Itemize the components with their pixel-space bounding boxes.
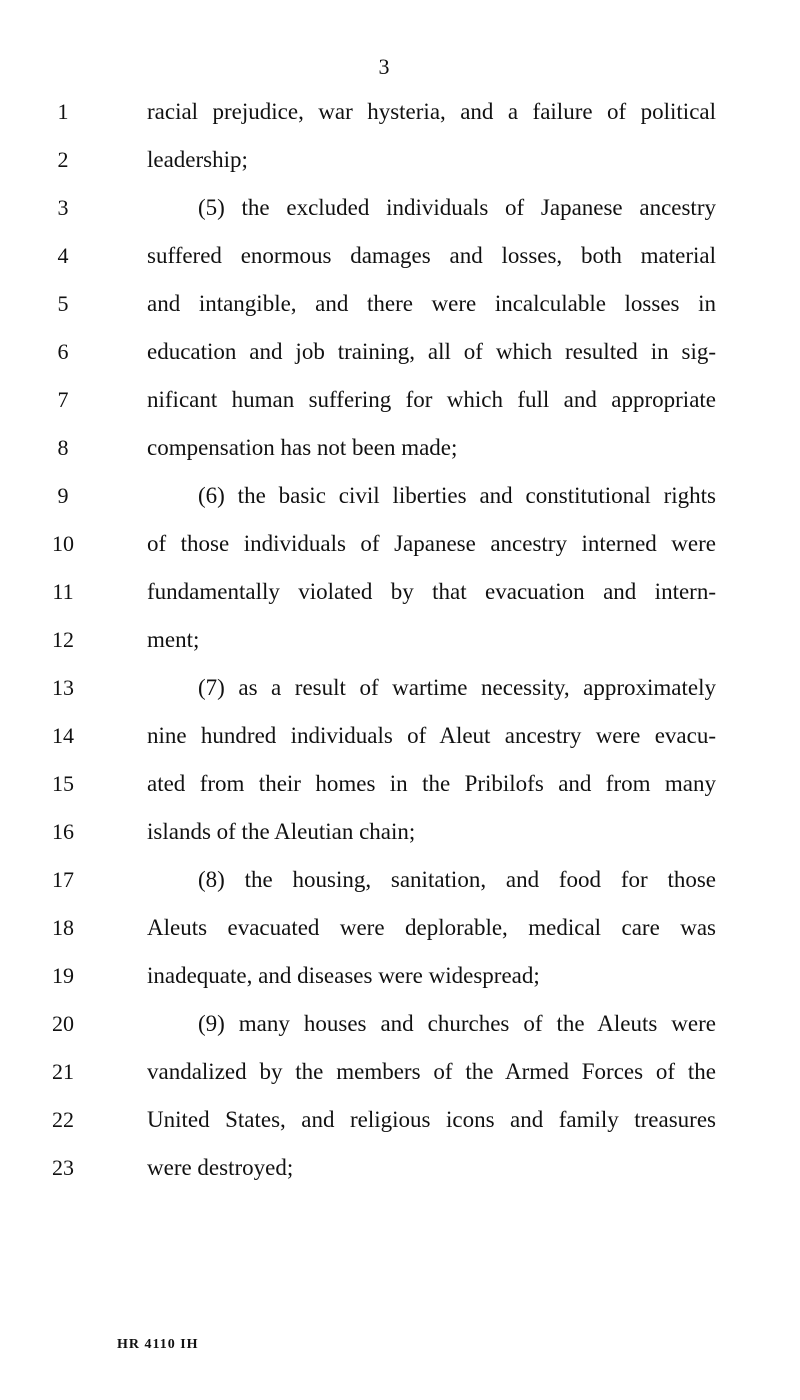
line-number: 16 — [52, 819, 74, 844]
line-number: 2 — [57, 147, 69, 172]
bill-text-lines — [0, 88, 800, 1192]
text-line — [0, 616, 800, 664]
line-text: nine hundred individuals of Aleut ancestry were evacu- — [147, 723, 716, 748]
text-line — [0, 280, 800, 328]
text-line — [0, 184, 800, 232]
line-text: (9) many houses and churches of the Aleuts were — [198, 1011, 716, 1036]
line-text: (6) the basic civil liberties and constitutional rights — [198, 483, 716, 508]
text-line — [0, 424, 800, 472]
line-text: islands of the Aleutian chain; — [147, 819, 416, 844]
text-line — [0, 1048, 800, 1096]
text-line — [0, 520, 800, 568]
line-text: United States, and religious icons and family treasures — [147, 1107, 716, 1132]
text-line — [0, 472, 800, 520]
line-number: 11 — [52, 579, 74, 604]
text-line — [0, 568, 800, 616]
line-number: 3 — [57, 195, 69, 220]
text-line — [0, 760, 800, 808]
line-number: 21 — [52, 1059, 74, 1084]
line-text: vandalized by the members of the Armed Forces of the — [147, 1059, 716, 1084]
line-text: (8) the housing, sanitation, and food for those — [198, 867, 716, 892]
line-number: 20 — [52, 1011, 74, 1036]
line-text: ated from their homes in the Pribilofs and from many — [147, 771, 716, 796]
line-number: 9 — [57, 483, 69, 508]
line-number: 6 — [57, 339, 69, 364]
text-line — [0, 712, 800, 760]
line-text: were destroyed; — [147, 1155, 294, 1180]
text-line — [0, 232, 800, 280]
line-text: racial prejudice, war hysteria, and a failure of political — [147, 99, 716, 124]
line-text: suffered enormous damages and losses, both material — [147, 243, 716, 268]
line-text: nificant human suffering for which full and appropriate — [147, 387, 716, 412]
line-number: 15 — [52, 771, 74, 796]
text-line — [0, 808, 800, 856]
line-number: 22 — [52, 1107, 74, 1132]
line-text: of those individuals of Japanese ancestry interned were — [147, 531, 716, 556]
line-number: 4 — [57, 243, 69, 268]
line-number: 13 — [52, 675, 74, 700]
line-text: compensation has not been made; — [147, 435, 458, 460]
line-number: 5 — [57, 291, 69, 316]
line-number: 17 — [52, 867, 74, 892]
line-number: 23 — [52, 1155, 74, 1180]
text-line — [0, 1000, 800, 1048]
line-text: education and job training, all of which resulted in sig- — [147, 339, 716, 364]
text-line — [0, 136, 800, 184]
line-text: Aleuts evacuated were deplorable, medical care was — [147, 915, 716, 940]
text-line — [0, 664, 800, 712]
line-number: 10 — [52, 531, 74, 556]
line-text: (7) as a result of wartime necessity, approximately — [198, 675, 716, 700]
text-line — [0, 952, 800, 1000]
line-text: ment; — [147, 627, 200, 652]
line-text: and intangible, and there were incalculable losses in — [147, 291, 716, 316]
line-text: fundamentally violated by that evacuation and intern- — [147, 579, 716, 604]
text-line — [0, 1096, 800, 1144]
line-text: (5) the excluded individuals of Japanese ancestry — [198, 195, 716, 220]
line-number: 7 — [57, 387, 69, 412]
line-number: 12 — [52, 627, 74, 652]
line-text: leadership; — [147, 147, 248, 172]
text-line — [0, 328, 800, 376]
line-number: 19 — [52, 963, 74, 988]
line-number: 14 — [52, 723, 74, 748]
bill-identifier-footer: HR 4110 IH — [117, 1337, 199, 1352]
line-number: 1 — [57, 99, 69, 124]
text-line — [0, 88, 800, 136]
text-line — [0, 904, 800, 952]
text-line — [0, 376, 800, 424]
text-line — [0, 1144, 800, 1192]
line-number: 18 — [52, 915, 74, 940]
page-number: 3 — [378, 54, 390, 79]
text-line — [0, 856, 800, 904]
line-text: inadequate, and diseases were widespread; — [147, 963, 540, 988]
line-number: 8 — [57, 435, 69, 460]
